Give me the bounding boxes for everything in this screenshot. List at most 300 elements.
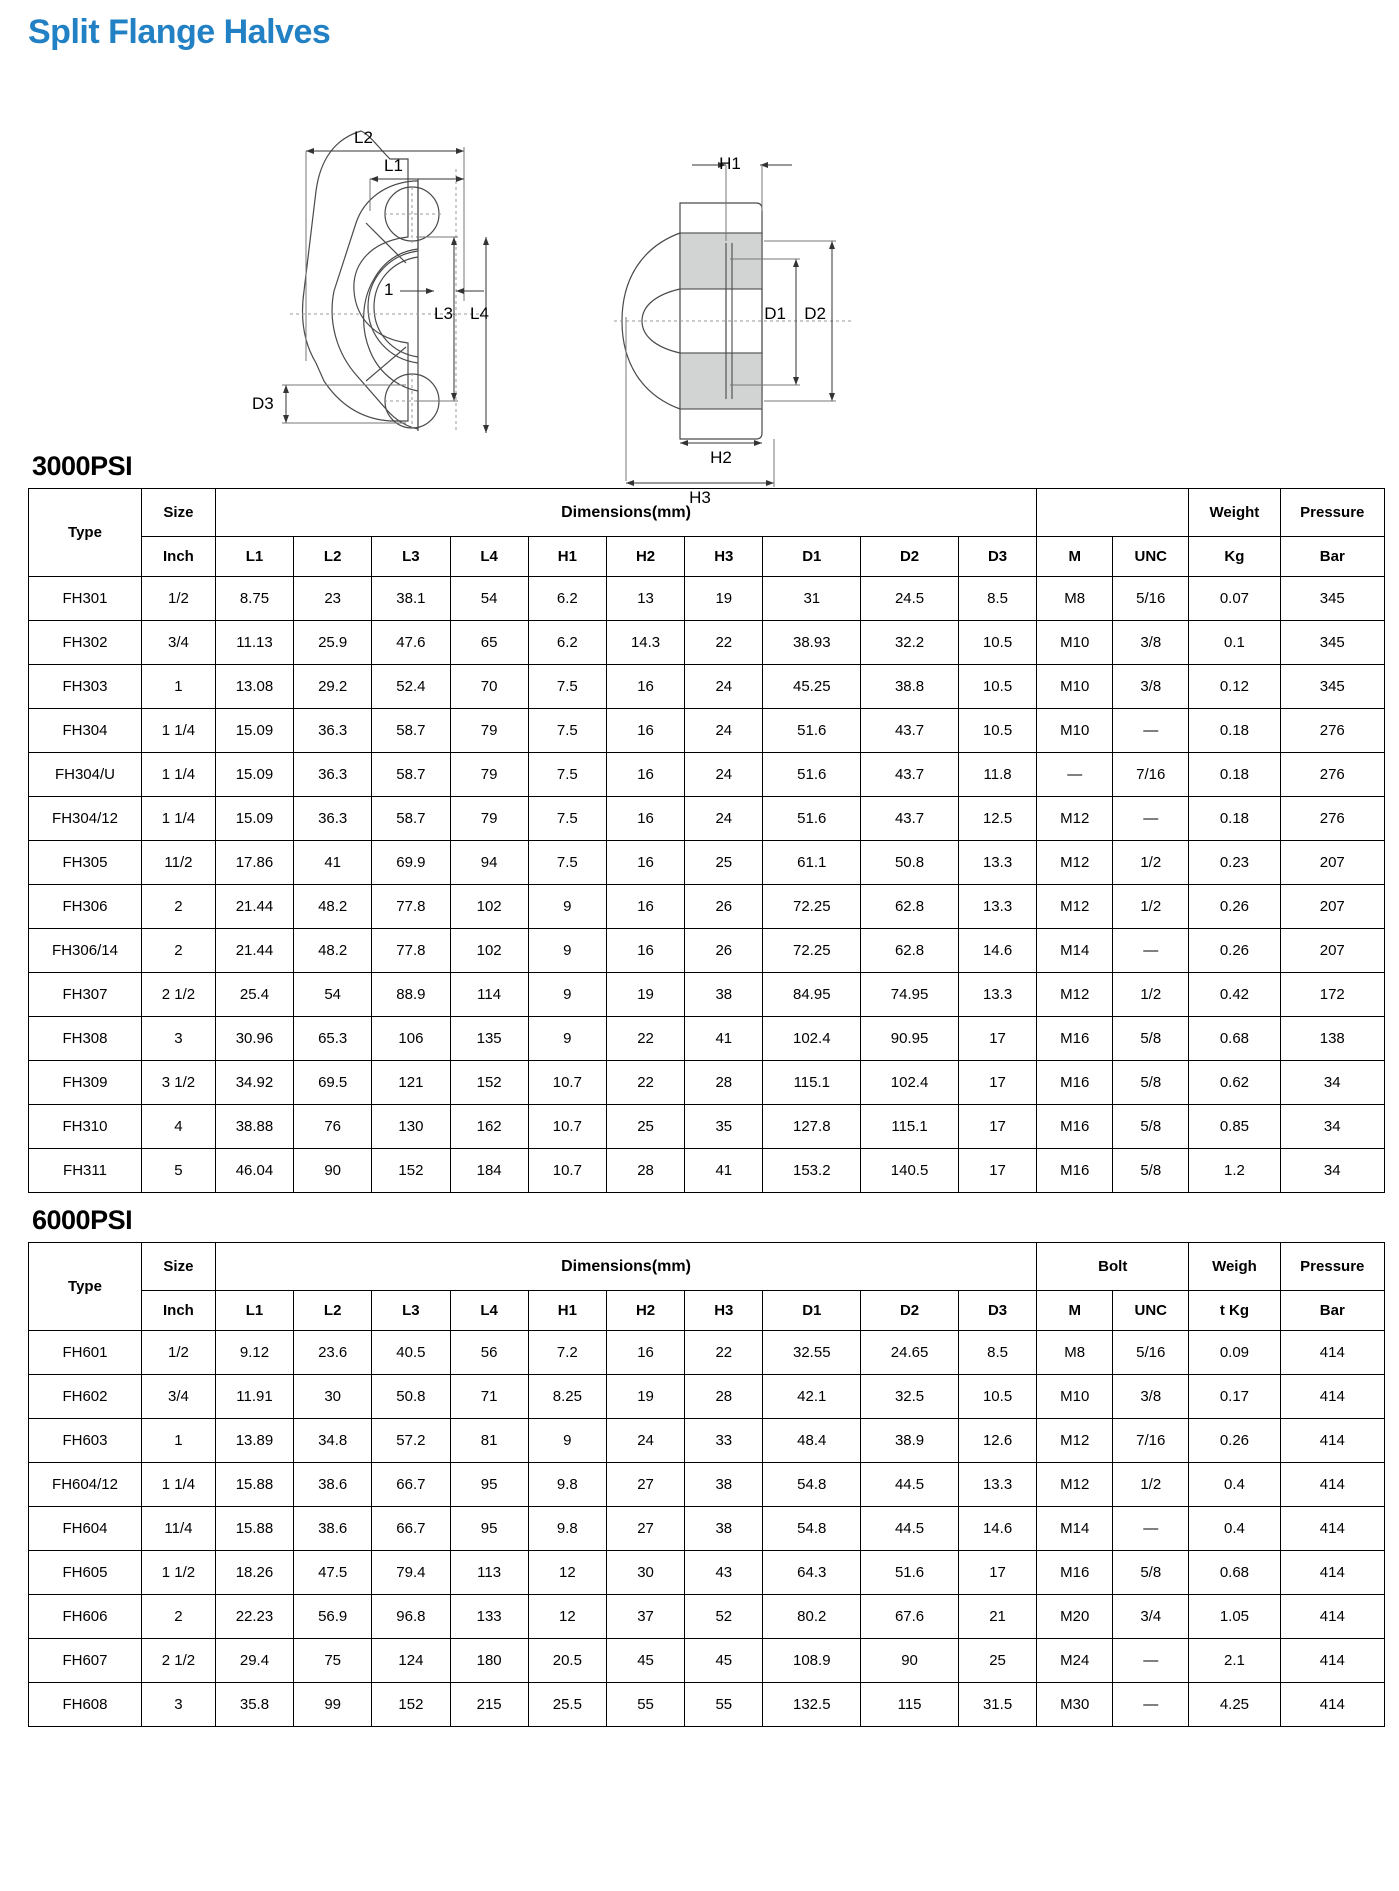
cell-d2: 43.7 (861, 709, 959, 753)
cell-l1: 9.12 (215, 1331, 293, 1375)
cell-h3: 22 (685, 621, 763, 665)
cell-h3: 26 (685, 929, 763, 973)
header-pressure-unit: Bar (1280, 1291, 1384, 1331)
cell-pressure: 138 (1280, 1017, 1384, 1061)
cell-h1: 6.2 (528, 577, 606, 621)
header-size-unit: Inch (141, 537, 215, 577)
cell-type: FH606 (29, 1595, 142, 1639)
cell-d2: 115 (861, 1683, 959, 1727)
cell-unc: 7/16 (1113, 1419, 1189, 1463)
header-col-L1: L1 (215, 537, 293, 577)
table-row (29, 1149, 1385, 1193)
cell-l1: 21.44 (215, 885, 293, 929)
cell-unc: 5/8 (1113, 1017, 1189, 1061)
cell-d1: 61.1 (763, 841, 861, 885)
cell-h3: 38 (685, 973, 763, 1017)
cell-h2: 16 (606, 885, 684, 929)
table-row (29, 1639, 1385, 1683)
cell-h1: 7.5 (528, 753, 606, 797)
cell-pressure: 345 (1280, 665, 1384, 709)
cell-size: 1/2 (141, 577, 215, 621)
cell-l4: 71 (450, 1375, 528, 1419)
cell-l2: 56.9 (294, 1595, 372, 1639)
cell-l4: 54 (450, 577, 528, 621)
cell-l3: 40.5 (372, 1331, 450, 1375)
cell-h1: 9 (528, 885, 606, 929)
cell-l4: 95 (450, 1507, 528, 1551)
cell-weight: 0.42 (1189, 973, 1280, 1017)
dim-label-L2: L2 (354, 128, 373, 148)
table-row (29, 1463, 1385, 1507)
cell-unc: 5/8 (1113, 1149, 1189, 1193)
cell-d3: 13.3 (958, 841, 1036, 885)
cell-d1: 54.8 (763, 1463, 861, 1507)
cell-type: FH304 (29, 709, 142, 753)
cell-l4: 94 (450, 841, 528, 885)
cell-h3: 41 (685, 1149, 763, 1193)
cell-d3: 11.8 (958, 753, 1036, 797)
cell-type: FH308 (29, 1017, 142, 1061)
cell-size: 4 (141, 1105, 215, 1149)
cell-h2: 16 (606, 797, 684, 841)
cell-pressure: 345 (1280, 621, 1384, 665)
cell-h2: 14.3 (606, 621, 684, 665)
header-size: Size (141, 489, 215, 537)
cell-size: 3 (141, 1017, 215, 1061)
dim-label-H3: H3 (689, 488, 711, 508)
cell-h3: 28 (685, 1061, 763, 1105)
cell-l1: 15.88 (215, 1507, 293, 1551)
cell-d2: 102.4 (861, 1061, 959, 1105)
header-col-H3: H3 (685, 537, 763, 577)
cell-d1: 51.6 (763, 797, 861, 841)
cell-l3: 121 (372, 1061, 450, 1105)
header-pressure: Pressure (1280, 489, 1384, 537)
cell-m: M16 (1037, 1105, 1113, 1149)
cell-weight: 0.1 (1189, 621, 1280, 665)
cell-h1: 7.5 (528, 665, 606, 709)
cell-pressure: 276 (1280, 797, 1384, 841)
cell-m: M12 (1037, 973, 1113, 1017)
cell-l3: 130 (372, 1105, 450, 1149)
cell-l2: 48.2 (294, 929, 372, 973)
header-dimensions: Dimensions(mm) (215, 1243, 1036, 1291)
cell-h3: 28 (685, 1375, 763, 1419)
cell-l4: 113 (450, 1551, 528, 1595)
cell-h1: 7.5 (528, 797, 606, 841)
cell-l4: 56 (450, 1331, 528, 1375)
cell-l3: 77.8 (372, 929, 450, 973)
dim-label-L3: L3 (434, 304, 453, 324)
cell-d3: 8.5 (958, 577, 1036, 621)
cell-h2: 19 (606, 973, 684, 1017)
cell-d3: 13.3 (958, 1463, 1036, 1507)
cell-h2: 13 (606, 577, 684, 621)
cell-h3: 33 (685, 1419, 763, 1463)
cell-size: 1 1/4 (141, 753, 215, 797)
header-size: Size (141, 1243, 215, 1291)
cell-l4: 79 (450, 797, 528, 841)
cell-l3: 66.7 (372, 1507, 450, 1551)
cell-l2: 76 (294, 1105, 372, 1149)
cell-size: 5 (141, 1149, 215, 1193)
cell-weight: 0.12 (1189, 665, 1280, 709)
cell-d2: 62.8 (861, 885, 959, 929)
cell-h1: 9.8 (528, 1507, 606, 1551)
cell-l2: 69.5 (294, 1061, 372, 1105)
cell-m: M8 (1037, 577, 1113, 621)
cell-d3: 25 (958, 1639, 1036, 1683)
cell-pressure: 414 (1280, 1683, 1384, 1727)
cell-h1: 10.7 (528, 1105, 606, 1149)
cell-h1: 20.5 (528, 1639, 606, 1683)
header-col-M: M (1037, 537, 1113, 577)
cell-pressure: 414 (1280, 1551, 1384, 1595)
cell-weight: 0.09 (1189, 1331, 1280, 1375)
cell-h3: 22 (685, 1331, 763, 1375)
page-title: Split Flange Halves (28, 13, 331, 51)
cell-d2: 24.5 (861, 577, 959, 621)
cell-size: 1 1/4 (141, 709, 215, 753)
cell-weight: 1.2 (1189, 1149, 1280, 1193)
cell-l3: 79.4 (372, 1551, 450, 1595)
cell-d1: 51.6 (763, 709, 861, 753)
cell-weight: 0.62 (1189, 1061, 1280, 1105)
cell-l1: 25.4 (215, 973, 293, 1017)
cell-h2: 22 (606, 1061, 684, 1105)
cell-l4: 162 (450, 1105, 528, 1149)
header-type: Type (29, 489, 142, 577)
dim-label-H1: H1 (719, 154, 741, 174)
table-row (29, 709, 1385, 753)
cell-m: M16 (1037, 1017, 1113, 1061)
cell-h3: 38 (685, 1463, 763, 1507)
cell-l1: 46.04 (215, 1149, 293, 1193)
cell-h2: 16 (606, 841, 684, 885)
cell-h3: 25 (685, 841, 763, 885)
cell-pressure: 414 (1280, 1595, 1384, 1639)
table-row (29, 577, 1385, 621)
cell-m: M12 (1037, 1419, 1113, 1463)
side-view-shape (622, 203, 762, 481)
cell-weight: 0.85 (1189, 1105, 1280, 1149)
cell-l1: 11.91 (215, 1375, 293, 1419)
header-col-L3: L3 (372, 1291, 450, 1331)
cell-h1: 6.2 (528, 621, 606, 665)
cell-l3: 69.9 (372, 841, 450, 885)
cell-l2: 54 (294, 973, 372, 1017)
cell-m: M20 (1037, 1595, 1113, 1639)
header-col-D3: D3 (958, 537, 1036, 577)
cell-h3: 45 (685, 1639, 763, 1683)
cell-type: FH306/14 (29, 929, 142, 973)
cell-l2: 25.9 (294, 621, 372, 665)
header-dimensions: Dimensions(mm) (215, 489, 1036, 537)
header-col-L4: L4 (450, 1291, 528, 1331)
cell-l2: 38.6 (294, 1463, 372, 1507)
cell-d3: 14.6 (958, 1507, 1036, 1551)
cell-m: M10 (1037, 621, 1113, 665)
cell-size: 3/4 (141, 621, 215, 665)
cell-d2: 32.5 (861, 1375, 959, 1419)
cell-l1: 34.92 (215, 1061, 293, 1105)
table-row (29, 1105, 1385, 1149)
cell-m: M16 (1037, 1149, 1113, 1193)
dim-label-L1: L1 (384, 156, 403, 176)
cell-d3: 17 (958, 1061, 1036, 1105)
cell-type: FH604/12 (29, 1463, 142, 1507)
cell-d2: 74.95 (861, 973, 959, 1017)
cell-d3: 17 (958, 1105, 1036, 1149)
header-pressure: Pressure (1280, 1243, 1384, 1291)
cell-l3: 77.8 (372, 885, 450, 929)
cell-l3: 124 (372, 1639, 450, 1683)
cell-size: 1 (141, 1419, 215, 1463)
cell-unc: 7/16 (1113, 753, 1189, 797)
header-col-D2: D2 (861, 1291, 959, 1331)
header-weight: Weigh (1189, 1243, 1280, 1291)
table-row (29, 1017, 1385, 1061)
cell-l1: 15.09 (215, 797, 293, 841)
cell-l2: 47.5 (294, 1551, 372, 1595)
cell-m: M12 (1037, 885, 1113, 929)
cell-d2: 62.8 (861, 929, 959, 973)
cell-h3: 24 (685, 665, 763, 709)
cell-h1: 7.5 (528, 709, 606, 753)
cell-l1: 38.88 (215, 1105, 293, 1149)
cell-unc: 5/8 (1113, 1061, 1189, 1105)
cell-h1: 9.8 (528, 1463, 606, 1507)
cell-l2: 36.3 (294, 753, 372, 797)
cell-d2: 90.95 (861, 1017, 959, 1061)
cell-unc: — (1113, 1683, 1189, 1727)
cell-h2: 45 (606, 1639, 684, 1683)
cell-d1: 115.1 (763, 1061, 861, 1105)
cell-unc: 1/2 (1113, 885, 1189, 929)
header-size-unit: Inch (141, 1291, 215, 1331)
cell-size: 2 (141, 929, 215, 973)
header-col-UNC: UNC (1113, 537, 1189, 577)
cell-h3: 43 (685, 1551, 763, 1595)
cell-weight: 4.25 (1189, 1683, 1280, 1727)
cell-pressure: 414 (1280, 1419, 1384, 1463)
cell-l4: 70 (450, 665, 528, 709)
header-bolt (1037, 489, 1189, 537)
cell-weight: 0.26 (1189, 1419, 1280, 1463)
cell-d3: 12.5 (958, 797, 1036, 841)
cell-type: FH603 (29, 1419, 142, 1463)
cell-l3: 106 (372, 1017, 450, 1061)
cell-h2: 28 (606, 1149, 684, 1193)
cell-size: 1 (141, 665, 215, 709)
cell-d1: 72.25 (763, 929, 861, 973)
cell-l1: 21.44 (215, 929, 293, 973)
cell-h3: 26 (685, 885, 763, 929)
cell-l2: 38.6 (294, 1507, 372, 1551)
cell-h1: 7.5 (528, 841, 606, 885)
cell-h3: 52 (685, 1595, 763, 1639)
cell-l4: 215 (450, 1683, 528, 1727)
cell-d2: 38.8 (861, 665, 959, 709)
cell-m: M30 (1037, 1683, 1113, 1727)
cell-d1: 32.55 (763, 1331, 861, 1375)
cell-d2: 32.2 (861, 621, 959, 665)
cell-l4: 114 (450, 973, 528, 1017)
cell-h1: 9 (528, 1017, 606, 1061)
cell-m: M12 (1037, 841, 1113, 885)
cell-h3: 24 (685, 709, 763, 753)
cell-d2: 44.5 (861, 1463, 959, 1507)
cell-l4: 79 (450, 753, 528, 797)
cell-size: 2 (141, 885, 215, 929)
cell-pressure: 276 (1280, 753, 1384, 797)
cell-m: M16 (1037, 1551, 1113, 1595)
dim-label-D2: D2 (804, 304, 826, 324)
cell-l4: 152 (450, 1061, 528, 1105)
cell-d1: 102.4 (763, 1017, 861, 1061)
cell-h2: 55 (606, 1683, 684, 1727)
table-row (29, 621, 1385, 665)
cell-h3: 41 (685, 1017, 763, 1061)
cell-l2: 65.3 (294, 1017, 372, 1061)
cell-h2: 16 (606, 753, 684, 797)
cell-l1: 13.89 (215, 1419, 293, 1463)
cell-l4: 184 (450, 1149, 528, 1193)
cell-d1: 153.2 (763, 1149, 861, 1193)
cell-d1: 84.95 (763, 973, 861, 1017)
cell-d1: 64.3 (763, 1551, 861, 1595)
header-col-H2: H2 (606, 1291, 684, 1331)
cell-type: FH304/12 (29, 797, 142, 841)
cell-pressure: 34 (1280, 1061, 1384, 1105)
table-3000psi (28, 488, 1385, 1193)
front-view-shape (332, 179, 439, 431)
cell-l3: 58.7 (372, 709, 450, 753)
header-col-D1: D1 (763, 1291, 861, 1331)
cell-h2: 16 (606, 929, 684, 973)
cell-size: 1 1/4 (141, 1463, 215, 1507)
cell-size: 11/2 (141, 841, 215, 885)
cell-unc: — (1113, 929, 1189, 973)
table-body-6000psi (29, 1331, 1385, 1727)
cell-unc: 3/8 (1113, 665, 1189, 709)
cell-l1: 30.96 (215, 1017, 293, 1061)
cell-m: M24 (1037, 1639, 1113, 1683)
header-weight-unit: t Kg (1189, 1291, 1280, 1331)
cell-weight: 0.26 (1189, 885, 1280, 929)
cell-d3: 10.5 (958, 665, 1036, 709)
dim-L4 (416, 237, 486, 433)
header-col-H2: H2 (606, 537, 684, 577)
cell-l4: 133 (450, 1595, 528, 1639)
header-col-H1: H1 (528, 1291, 606, 1331)
cell-pressure: 207 (1280, 929, 1384, 973)
cell-h3: 55 (685, 1683, 763, 1727)
cell-l4: 79 (450, 709, 528, 753)
cell-d2: 140.5 (861, 1149, 959, 1193)
cell-h1: 8.25 (528, 1375, 606, 1419)
header-col-L1: L1 (215, 1291, 293, 1331)
cell-l1: 15.09 (215, 753, 293, 797)
cell-h2: 27 (606, 1507, 684, 1551)
cell-type: FH302 (29, 621, 142, 665)
cell-h2: 16 (606, 1331, 684, 1375)
cell-h3: 19 (685, 577, 763, 621)
cell-type: FH306 (29, 885, 142, 929)
cell-h2: 30 (606, 1551, 684, 1595)
cell-pressure: 172 (1280, 973, 1384, 1017)
cell-l4: 81 (450, 1419, 528, 1463)
cell-d3: 10.5 (958, 1375, 1036, 1419)
cell-m: M12 (1037, 1463, 1113, 1507)
cell-l2: 75 (294, 1639, 372, 1683)
cell-l4: 102 (450, 885, 528, 929)
cell-l2: 36.3 (294, 797, 372, 841)
cell-l3: 152 (372, 1683, 450, 1727)
cell-l3: 58.7 (372, 753, 450, 797)
table-body-3000psi (29, 577, 1385, 1193)
cell-l4: 65 (450, 621, 528, 665)
cell-type: FH607 (29, 1639, 142, 1683)
header-col-D3: D3 (958, 1291, 1036, 1331)
table-row (29, 973, 1385, 1017)
cell-d1: 51.6 (763, 753, 861, 797)
cell-type: FH602 (29, 1375, 142, 1419)
cell-weight: 0.23 (1189, 841, 1280, 885)
cell-weight: 2.1 (1189, 1639, 1280, 1683)
header-type: Type (29, 1243, 142, 1331)
cell-l1: 15.88 (215, 1463, 293, 1507)
cell-m: M8 (1037, 1331, 1113, 1375)
cell-h3: 38 (685, 1507, 763, 1551)
cell-l1: 15.09 (215, 709, 293, 753)
cell-unc: 3/4 (1113, 1595, 1189, 1639)
cell-d3: 13.3 (958, 973, 1036, 1017)
table-row (29, 1061, 1385, 1105)
cell-d1: 31 (763, 577, 861, 621)
header-weight: Weight (1189, 489, 1280, 537)
section-heading-3000psi: 3000PSI (32, 451, 133, 482)
cell-type: FH605 (29, 1551, 142, 1595)
cell-size: 2 (141, 1595, 215, 1639)
table-row (29, 841, 1385, 885)
cell-weight: 0.26 (1189, 929, 1280, 973)
header-col-L3: L3 (372, 537, 450, 577)
cell-d2: 43.7 (861, 753, 959, 797)
cell-type: FH310 (29, 1105, 142, 1149)
cell-l1: 29.4 (215, 1639, 293, 1683)
table-row (29, 1419, 1385, 1463)
cell-l3: 47.6 (372, 621, 450, 665)
cell-type: FH301 (29, 577, 142, 621)
cell-pressure: 207 (1280, 885, 1384, 929)
cell-pressure: 414 (1280, 1507, 1384, 1551)
cell-l1: 8.75 (215, 577, 293, 621)
cell-unc: 5/8 (1113, 1105, 1189, 1149)
header-col-UNC: UNC (1113, 1291, 1189, 1331)
table-row (29, 1595, 1385, 1639)
cell-d2: 44.5 (861, 1507, 959, 1551)
cell-l2: 90 (294, 1149, 372, 1193)
header-col-H1: H1 (528, 537, 606, 577)
page-root (0, 14, 1385, 1727)
cell-m: M10 (1037, 665, 1113, 709)
cell-weight: 0.18 (1189, 797, 1280, 841)
cell-l3: 38.1 (372, 577, 450, 621)
cell-d3: 12.6 (958, 1419, 1036, 1463)
cell-h2: 16 (606, 665, 684, 709)
cell-l1: 13.08 (215, 665, 293, 709)
